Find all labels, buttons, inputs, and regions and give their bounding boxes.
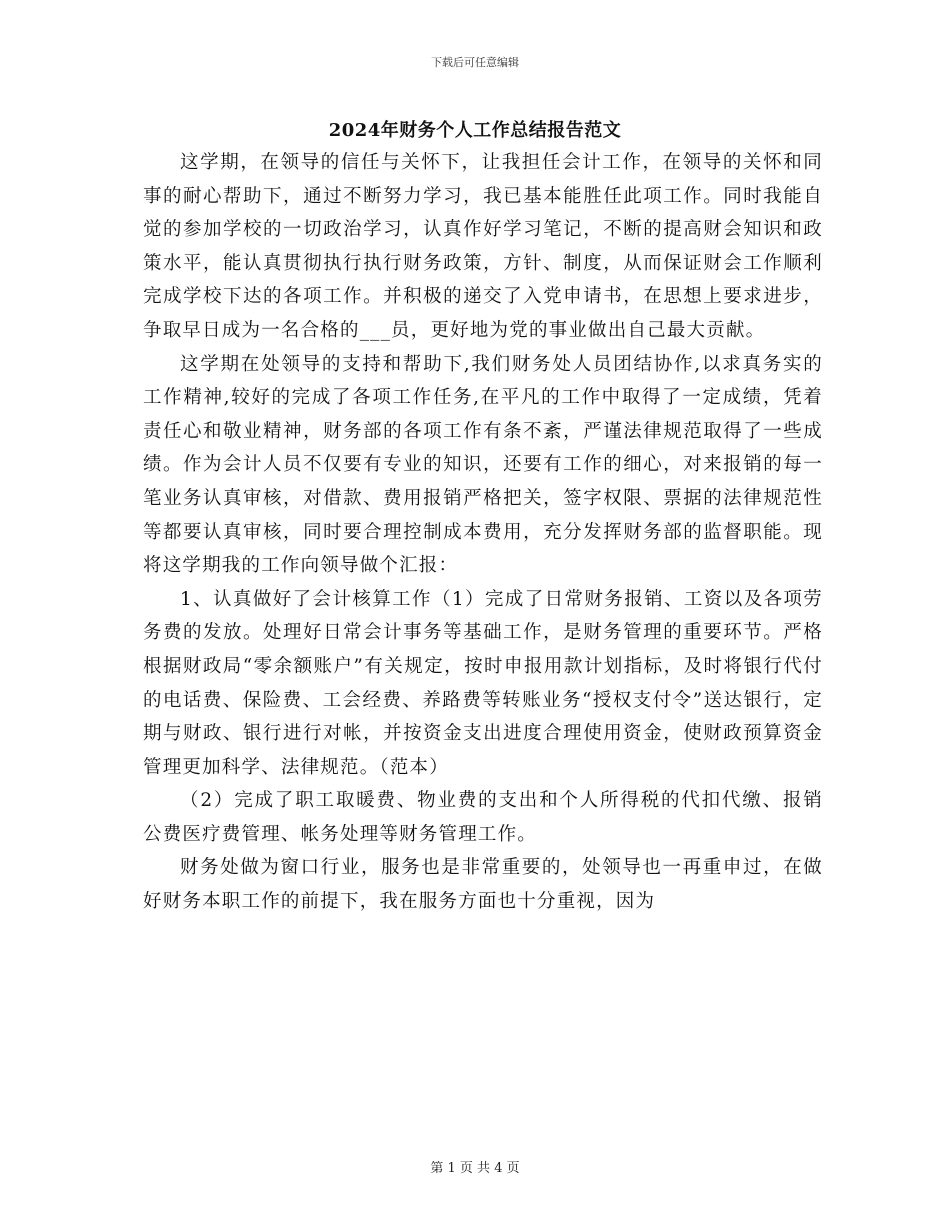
paragraph: 财务处做为窗口行业，服务也是非常重要的，处领导也一再重申过，在做好财务本职工作的前提下，我在服务方面也十分重视，因为 [143, 857, 823, 913]
paragraph: 这学期，在领导的信任与关怀下，让我担任会计工作，在领导的关怀和同事的耐心帮助下，通过不断努力学习，我已基本能胜任此项工作。同时我能自觉的参加学校的一切政治学习，认真作好学习笔记，不断的提高财会知识和政策水平，能认真贯彻执行执行财务政策，方针、制度，从而保证财会工作顺利完成学校下达的各项工作。并积极的递交了入党申请书，在思想上要求进步，争取早日成为一名合格的___员，更好地为党的事业做出自己最大贡献。 [143, 152, 823, 341]
paragraph: （2）完成了职工取暖费、物业费的支出和个人所得税的代扣代缴、报销公费医疗费管理、帐务处理等财务管理工作。 [143, 790, 823, 845]
document-body [143, 146, 823, 919]
page-footer-page-number: 第 1 页 共 4 页 [430, 1161, 520, 1176]
paragraph: 1、认真做好了会计核算工作（1）完成了日常财务报销、工资以及各项劳务费的发放。处理好日常会计事务等基础工作，是财务管理的重要环节。严格根据财政局“零余额账户”有关规定，按时申报用款计划指标，及时将银行代付的电话费、保险费、工会经费、养路费等转账业务“授权支付令”送达银行，定期与财政、银行进行对帐，并按资金支出进度合理使用资金，使财政预算资金管理更加科学、法律规范。（范本） [143, 588, 823, 778]
paragraph: 这学期在处领导的支持和帮助下,我们财务处人员团结协作,以求真务实的工作精神,较好的完成了各项工作任务,在平凡的工作中取得了一定成绩，凭着责任心和敬业精神，财务部的各项工作有条不紊，严谨法律规范取得了一些成绩。作为会计人员不仅要有专业的知识，还要有工作的细心，对来报销的每一笔业务认真审核，对借款、费用报销严格把关，签字权限、票据的法律规范性等都要认真审核，同时要合理控制成本费用，充分发挥财务部的监督职能。现将这学期我的工作向领导做个汇报： [143, 353, 823, 577]
document-title: 2024年财务个人工作总结报告范文 [328, 120, 622, 141]
page-header-note: 下载后可任意编辑 [431, 56, 519, 69]
